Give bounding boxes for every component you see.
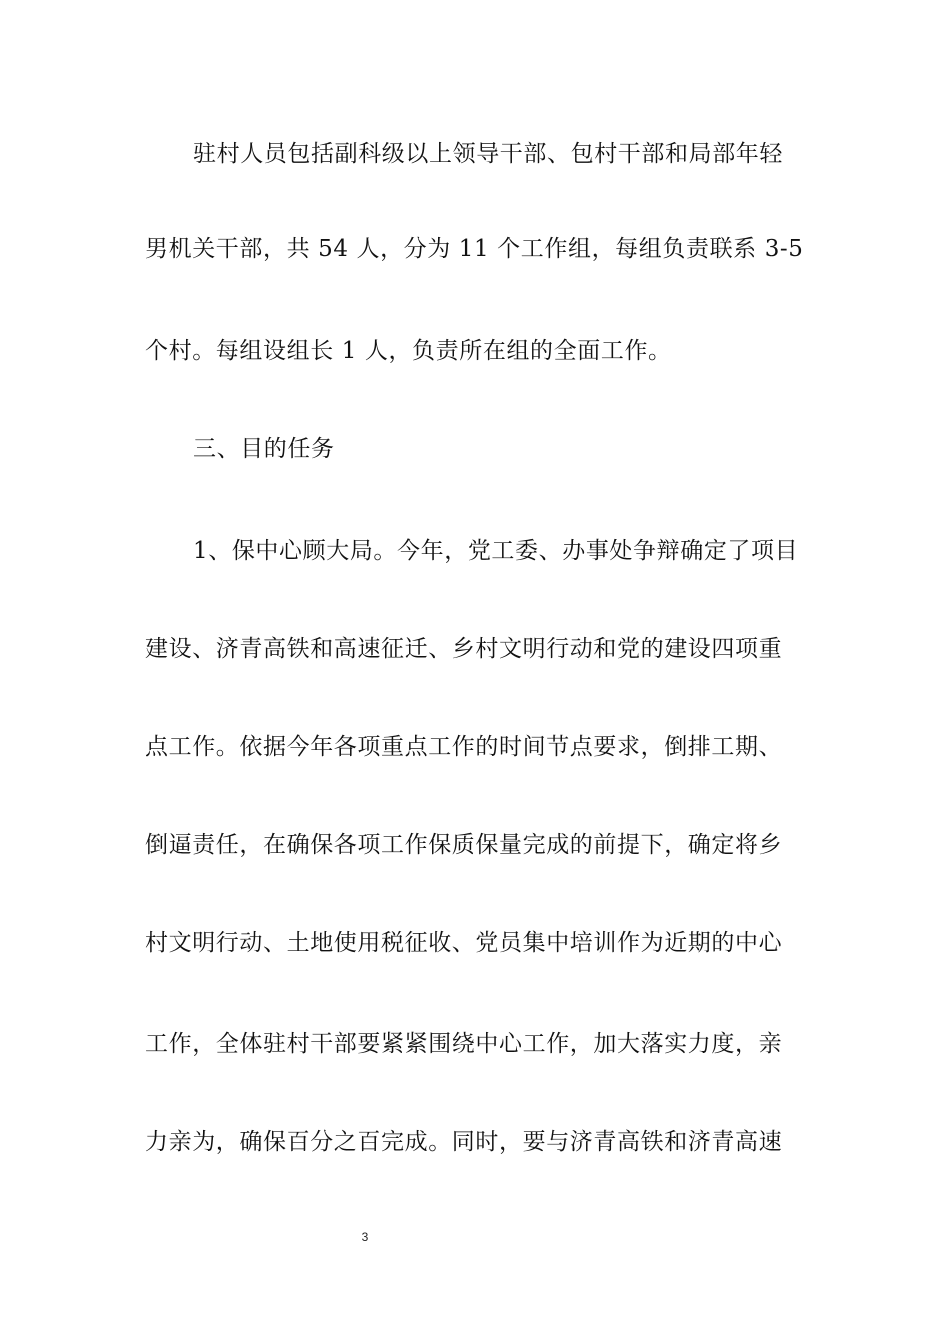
paragraph-line-4: 1、保中心顾大局。今年，党工委、办事处争辩确定了项目 xyxy=(193,538,799,564)
section-heading: 三、目的任务 xyxy=(193,436,335,462)
paragraph-line-7: 倒逼责任，在确保各项工作保质保量完成的前提下，确定将乡 xyxy=(145,832,783,858)
paragraph-line-2: 男机关干部，共 54 人，分为 11 个工作组，每组负责联系 3-5 xyxy=(145,236,804,262)
paragraph-line-1: 驻村人员包括副科级以上领导干部、包村干部和局部年轻 xyxy=(193,141,783,167)
paragraph-line-9: 工作，全体驻村干部要紧紧围绕中心工作，加大落实力度，亲 xyxy=(145,1031,783,1057)
page-number: 3 xyxy=(361,1230,369,1244)
paragraph-line-5: 建设、济青高铁和高速征迁、乡村文明行动和党的建设四项重 xyxy=(145,636,783,662)
paragraph-line-8: 村文明行动、土地使用税征收、党员集中培训作为近期的中心 xyxy=(145,930,783,956)
paragraph-line-10: 力亲为，确保百分之百完成。同时，要与济青高铁和济青高速 xyxy=(145,1129,783,1155)
paragraph-line-3: 个村。每组设组长 1 人，负责所在组的全面工作。 xyxy=(145,338,672,364)
paragraph-line-6: 点工作。依据今年各项重点工作的时间节点要求，倒排工期、 xyxy=(145,734,783,760)
